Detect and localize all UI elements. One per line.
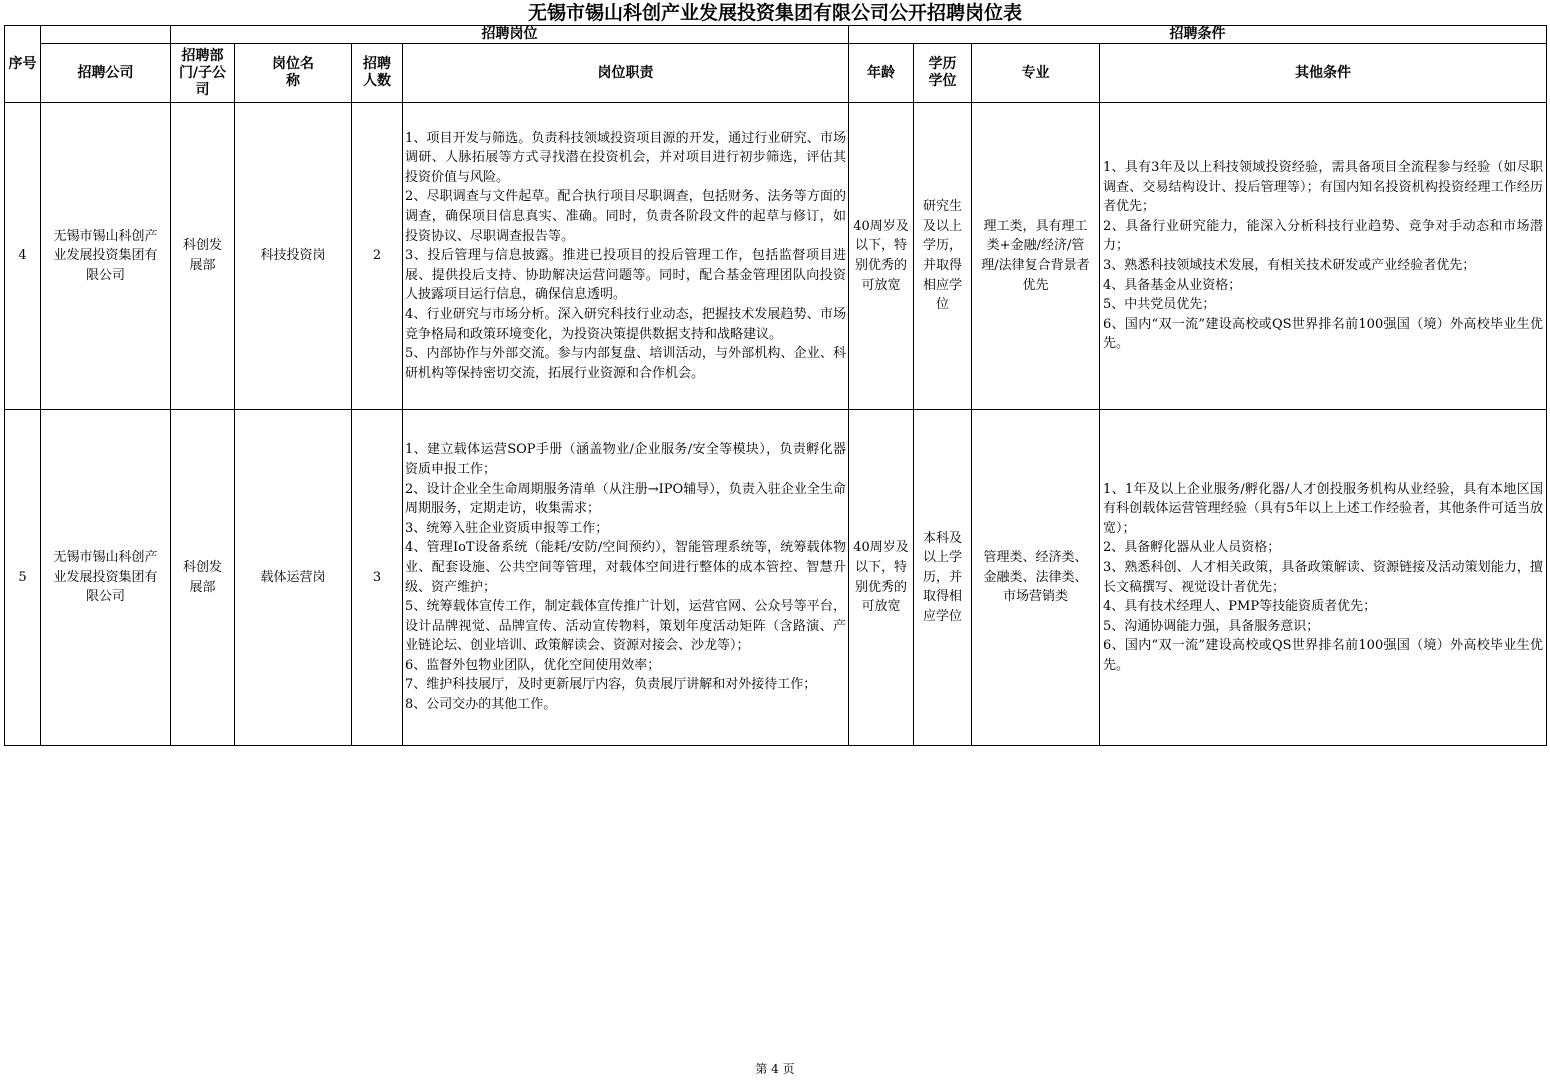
duty-item: 5、内部协作与外部交流。参与内部复盘、培训活动，与外部机构、企业、科研机构等保持密切交流，拓展行业资源和合作机会。: [405, 346, 846, 381]
company-cell: 无锡市锡山科创产业发展投资集团有限公司: [41, 103, 171, 410]
header-seq: 序号: [5, 26, 41, 103]
education-cell: 本科及以上学历，并取得相应学位: [914, 410, 972, 746]
header-blank: [41, 26, 171, 44]
age-cell: 40周岁及以下，特别优秀的可放宽: [849, 410, 914, 746]
header-major: 专业: [972, 44, 1100, 103]
major-cell: 理工类，具有理工类+金融/经济/管理/法律复合背景者优先: [972, 103, 1100, 410]
age-cell: 40周岁及以下，特别优秀的可放宽: [849, 103, 914, 410]
duty-item: 2、设计企业全生命周期服务清单（从注册→IPO辅导），负责入驻企业全生命周期服务，定期走访，收集需求；: [405, 481, 846, 517]
header-company: 招聘公司: [41, 44, 171, 103]
duties-cell: [403, 410, 849, 746]
seq-cell: 4: [5, 103, 41, 410]
header-education: 学历学位: [914, 44, 972, 103]
duty-item: 6、监督外包物业团队，优化空间使用效率；: [405, 657, 661, 673]
other-item: 2、具备孵化器从业人员资格；: [1103, 540, 1281, 556]
other-item: 6、国内“双一流”建设高校或QS世界排名前100强国（境）外高校毕业生优先。: [1103, 638, 1543, 673]
dept-cell: 科创发展部: [171, 410, 235, 746]
position-cell: 载体运营岗: [235, 410, 352, 746]
other-item: 1、具有3年及以上科技领域投资经验，需具备项目全流程参与经验（如尽职调查、交易结构设计、投后管理等）；有国内知名投资机构投资经理工作经历者优先；: [1103, 160, 1543, 215]
duty-item: 3、统筹入驻企业资质申报等工作；: [405, 520, 609, 536]
table-row: [5, 103, 1547, 410]
education-cell: 研究生及以上学历，并取得相应学位: [914, 103, 972, 410]
other-item: 4、具有技术经理人、PMP等技能资质者优先；: [1103, 599, 1377, 615]
header-duties: 岗位职责: [403, 44, 849, 103]
duties-cell: [403, 103, 849, 410]
table-row: [5, 410, 1547, 746]
position-cell: 科技投资岗: [235, 103, 352, 410]
duty-item: 2、尽职调查与文件起草。配合执行项目尽职调查，包括财务、法务等方面的调查，确保项目信息真实、准确。同时，负责各阶段文件的起草与修订，如投资协议、尽职调查报告等。: [405, 189, 846, 244]
header-dept: 招聘部门/子公司: [171, 44, 235, 103]
other-item: 5、中共党员优先；: [1103, 297, 1216, 313]
duty-item: 5、统筹载体宣传工作，制定载体宣传推广计划，运营官网、公众号等平台，设计品牌视觉、品牌宣传、活动宣传物料，策划年度活动矩阵（含路演、产业链论坛、创业培训、政策解读会、资源对接会、沙龙等）；: [405, 599, 846, 654]
other-item: 5、沟通协调能力强，具备服务意识；: [1103, 618, 1320, 634]
company-cell: 无锡市锡山科创产业发展投资集团有限公司: [41, 410, 171, 746]
other-cell: [1100, 410, 1547, 746]
other-item: 3、熟悉科技领域技术发展，有相关技术研发或产业经验者优先；: [1103, 258, 1476, 273]
header-age: 年龄: [849, 44, 914, 103]
header-position-name: 岗位名称: [235, 44, 352, 103]
headcount-cell: 2: [352, 103, 403, 410]
other-item: 6、国内“双一流”建设高校或QS世界排名前100强国（境）外高校毕业生优先。: [1103, 316, 1543, 352]
page-footer: 第 4 页: [755, 1062, 795, 1076]
other-item: 3、熟悉科创、人才相关政策，具备政策解读、资源链接及活动策划能力，擅长文稿撰写、视觉设计者优先；: [1103, 559, 1543, 595]
header-group-position: 招聘岗位: [171, 26, 849, 44]
header-group-requirements: 招聘条件: [849, 26, 1547, 44]
duty-item: 1、项目开发与筛选。负责科技领域投资项目源的开发，通过行业研究、市场调研、人脉拓展等方式寻找潜在投资机会，并对项目进行初步筛选，评估其投资价值与风险。: [405, 130, 846, 185]
duty-item: 4、管理IoT设备系统（能耗/安防/空间预约），智能管理系统等，统筹载体物业、配套设施、公共空间等管理，对载体空间进行整体的成本管控、智慧升级、资产维护；: [405, 540, 846, 595]
duty-item: 1、建立载体运营SOP手册（涵盖物业/企业服务/安全等模块），负责孵化器资质申报工作；: [405, 442, 846, 477]
other-cell: [1100, 103, 1547, 410]
headcount-cell: 3: [352, 410, 403, 746]
duty-item: 4、行业研究与市场分析。深入研究科技行业动态，把握技术发展趋势、市场竞争格局和政策环境变化，为投资决策提供数据支持和战略建议。: [405, 306, 846, 342]
duty-item: 7、维护科技展厅，及时更新展厅内容，负责展厅讲解和对外接待工作；: [405, 677, 817, 693]
dept-cell: 科创发展部: [171, 103, 235, 410]
major-cell: 管理类、经济类、金融类、法律类、市场营销类: [972, 410, 1100, 746]
page-title: 无锡市锡山科创产业发展投资集团有限公司公开招聘岗位表: [527, 2, 1022, 24]
duty-item: 8、公司交办的其他工作。: [405, 697, 557, 713]
header-headcount: 招聘人数: [352, 44, 403, 103]
other-item: 4、具备基金从业资格；: [1103, 277, 1242, 293]
other-item: 1、1年及以上企业服务/孵化器/人才创投服务机构从业经验，具有本地区国有科创载体运营管理经验（具有5年以上上述工作经验者，其他条件可适当放宽）；: [1103, 481, 1543, 536]
recruitment-table: [4, 25, 1547, 746]
duty-item: 3、投后管理与信息披露。推进已投项目的投后管理工作，包括监督项目进展、提供投后支持、协助解决运营问题等。同时，配合基金管理团队向投资人披露项目运行信息，确保信息透明。: [405, 248, 846, 303]
other-item: 2、具备行业研究能力，能深入分析科技行业趋势、竞争对手动态和市场潜力；: [1103, 218, 1543, 254]
seq-cell: 5: [5, 410, 41, 746]
header-other: 其他条件: [1100, 44, 1547, 103]
